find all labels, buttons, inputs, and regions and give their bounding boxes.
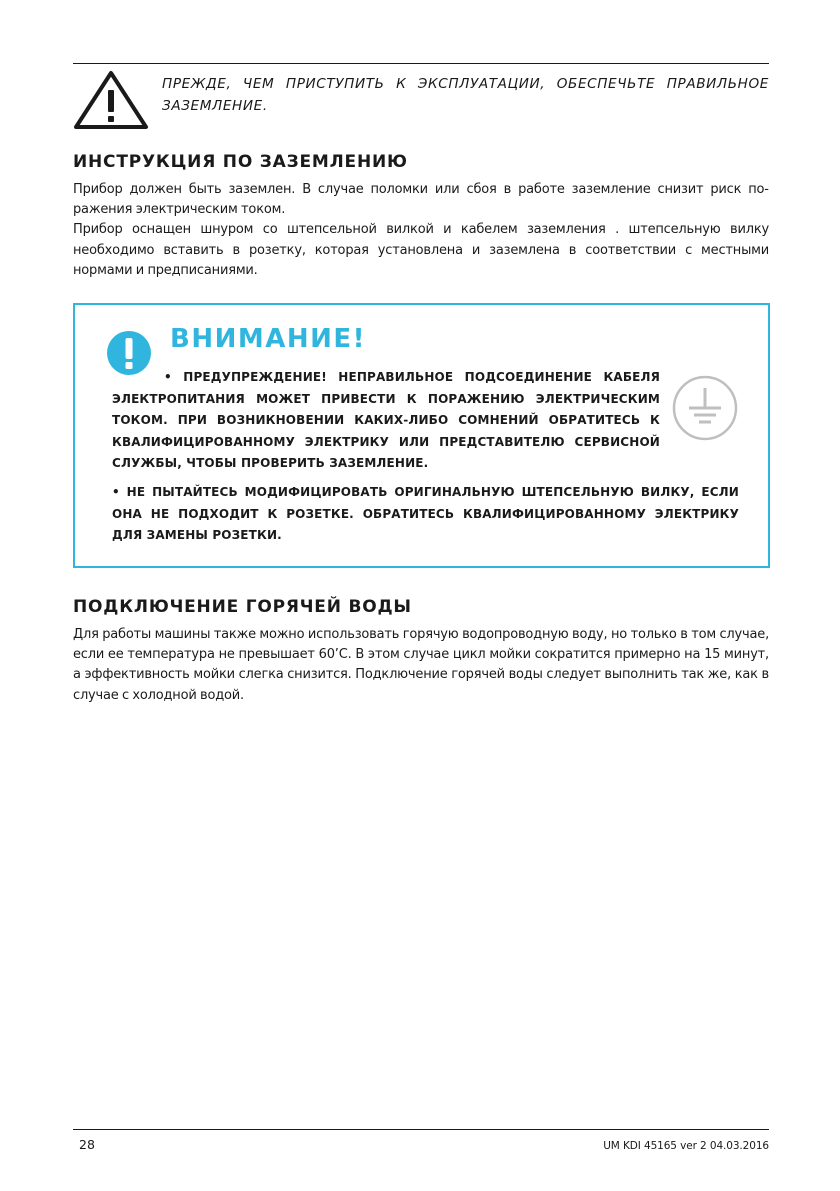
bottom-rule xyxy=(73,1129,769,1130)
attention-title: ВНИМАНИЕ! xyxy=(170,324,366,354)
warning-text: ПРЕЖДЕ, ЧЕМ ПРИСТУПИТЬ К ЭКСПЛУАТАЦИИ, ОБЕСПЕЧЬТЕ ПРАВИЛЬНОЕ ЗАЗЕМЛЕНИЕ. xyxy=(162,76,769,114)
grounding-paragraph: Прибор оснащен шнуром со штепсельной вилкой и кабелем заземления . штепсельную вилку необходимо вставить в розетку, которая установлена и заземлена в соответствии с местными нормами и предписаниями. xyxy=(73,222,769,278)
grounding-paragraph: Прибор должен быть заземлен. В случае поломки или сбоя в работе заземление снизит риск поражения электрическим током. xyxy=(73,182,769,218)
page-number: 28 xyxy=(79,1137,95,1152)
hot-water-heading: ПОДКЛЮЧЕНИЕ ГОРЯЧЕЙ ВОДЫ xyxy=(73,597,412,617)
document-reference: UM KDI 45165 ver 2 04.03.2016 xyxy=(603,1140,769,1152)
hot-water-body xyxy=(73,625,769,706)
ground-symbol-icon xyxy=(672,375,738,441)
grounding-heading: ИНСТРУКЦИЯ ПО ЗАЗЕМЛЕНИЮ xyxy=(73,152,408,172)
attention-item: • ПРЕДУПРЕЖДЕНИЕ! НЕПРАВИЛЬНОЕ ПОДСОЕДИНЕНИЕ КАБЕЛЯ ЭЛЕКТРОПИТАНИЯ МОЖЕТ ПРИВЕСТИ К ПОРАЖЕНИЮ ЭЛЕКТРИЧЕСКИМ ТОКОМ. ПРИ ВОЗНИКНОВЕНИИ КАКИХ-ЛИБО СОМНЕНИЙ ОБРАТИТЕСЬ К КВАЛИФИЦИРОВАННОМУ ЭЛЕКТРИКУ ИЛИ ПРЕДСТАВИТЕЛЮ СЕРВИСНОЙ СЛУЖБЫ, ЧТОБЫ ПРОВЕРИТЬ ЗАЗЕМЛЕНИЕ. xyxy=(112,370,660,470)
warning-triangle-icon xyxy=(73,70,149,130)
attention-item: • НЕ ПЫТАЙТЕСЬ МОДИФИЦИРОВАТЬ ОРИГИНАЛЬНУЮ ШТЕПСЕЛЬНУЮ ВИЛКУ, ЕСЛИ ОНА НЕ ПОДХОДИТ К РОЗЕТКЕ. ОБРАТИТЕСЬ КВАЛИФИЦИРОВАННОМУ ЭЛЕКТРИКУ ДЛЯ ЗАМЕНЫ РОЗЕТКИ. xyxy=(112,485,739,542)
top-rule xyxy=(73,63,769,64)
grounding-body xyxy=(73,180,769,281)
hot-water-paragraph: Для работы машины также можно использовать горячую водопроводную воду, но только в том случае, если ее температура не превышает 60’С. В этом случае цикл мойки сократится примерно на 15 минут, а эффективность мойки слегка снизится. Подключение горячей воды следует выполнить так же, как в случае с холодной водой. xyxy=(73,627,769,703)
